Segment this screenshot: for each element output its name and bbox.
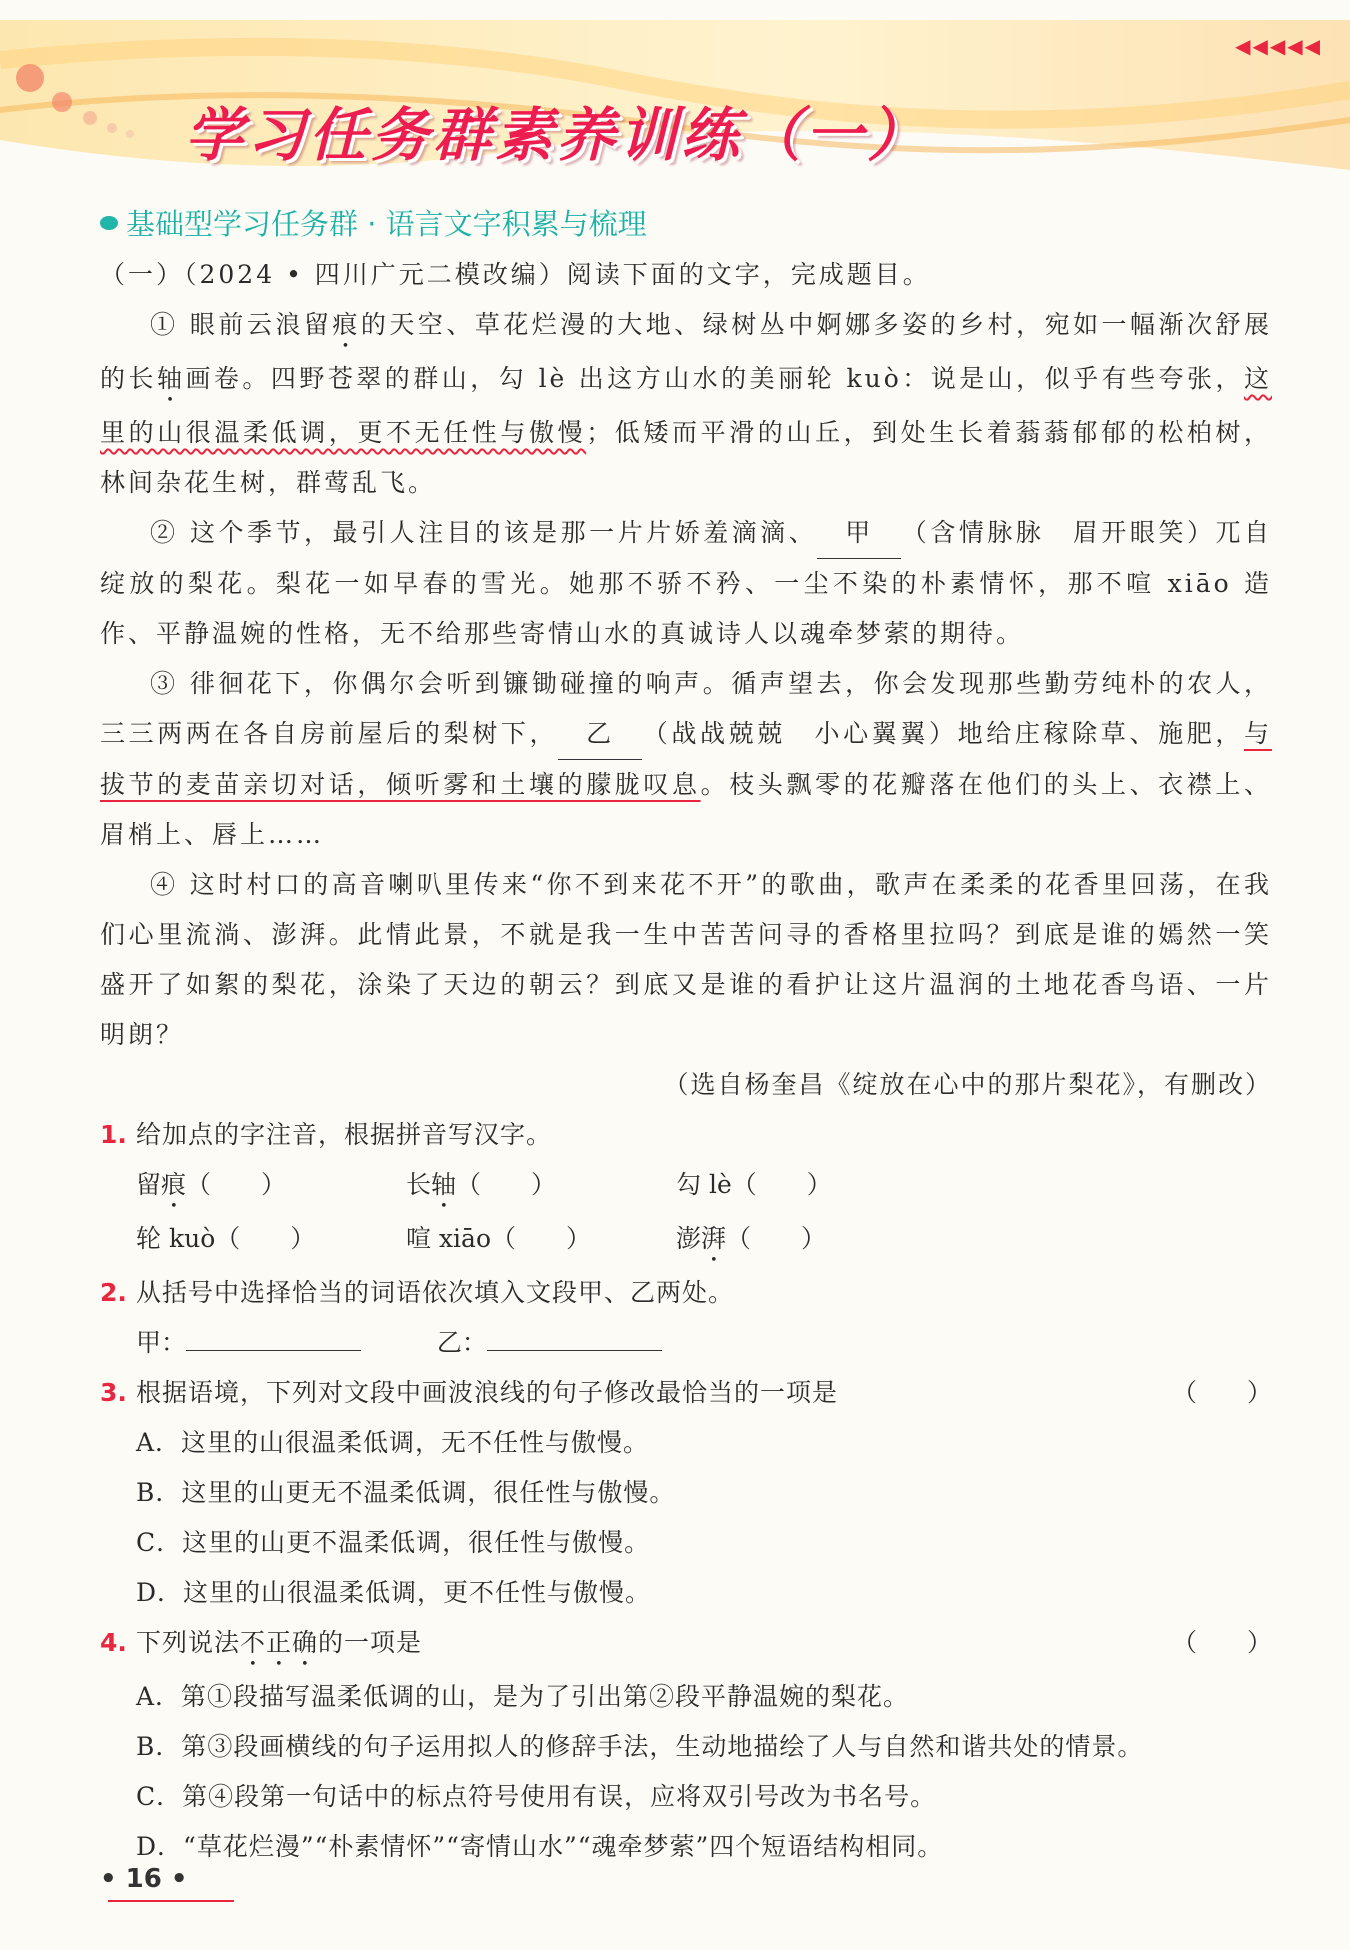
answer-paren: （ ）: [186, 1170, 287, 1199]
answer-paren[interactable]: （ ）: [1171, 1628, 1272, 1657]
p1-text-d: ；低矮而平滑的山丘，到处生长着蓊蓊郁郁的松柏树，林间杂花生树，群莺乱飞。: [100, 418, 1272, 497]
q1-row-2: [100, 1214, 1272, 1268]
q1-item-1[interactable]: [136, 1160, 406, 1214]
q4-option-b[interactable]: B．第③段画横线的句子运用拟人的修辞手法，生动地描绘了人与自然和谐共处的情景。: [136, 1732, 1144, 1761]
q1-item-5[interactable]: 喧 xiāo（ ）: [406, 1224, 591, 1253]
page-title: 学习任务群素养训练（一）: [185, 101, 930, 169]
header-banner: [0, 0, 1350, 200]
answer-field-yi[interactable]: [487, 1350, 662, 1351]
q3-option-a[interactable]: A．这里的山很温柔低调，无不任性与傲慢。: [136, 1428, 650, 1457]
question-3: [100, 1368, 1272, 1418]
char: 澎: [676, 1224, 702, 1253]
q4-option-c[interactable]: C．第④段第一句话中的标点符号使用有误，应将双引号改为书名号。: [136, 1782, 937, 1811]
q1-row-1: [100, 1160, 1272, 1214]
passage-intro: （一）（2024 • 四川广元二模改编）阅读下面的文字，完成题目。: [100, 260, 931, 289]
q1-item-3[interactable]: 勾 lè（ ）: [676, 1170, 832, 1199]
q4-option-a[interactable]: A．第①段描写温柔低调的山，是为了引出第②段平静温婉的梨花。: [136, 1682, 910, 1711]
q4-emphasis: 不正确: [240, 1628, 319, 1657]
question-1: [100, 1110, 1272, 1160]
question-text: 从括号中选择恰当的词语依次填入文段甲、乙两处。: [136, 1278, 735, 1307]
question-4: [100, 1618, 1272, 1672]
question-text: [136, 1618, 1272, 1672]
p3-text-a: ③ 徘徊花下，你偶尔会听到镰锄碰撞的响声。循声望去，你会发现那些勤劳纯朴的农人，三三两两在各自房前屋后的梨树下，: [100, 669, 1272, 748]
blank-jia: 甲: [817, 508, 901, 559]
p2-text-a: ② 这个季节，最引人注目的该是那一片片娇羞滴滴、: [150, 518, 818, 547]
footer-divider: [108, 1900, 234, 1902]
char: 长: [406, 1170, 432, 1199]
answer-paren: （ ）: [456, 1170, 557, 1199]
p3-text-c: 。枝头飘零的花瓣落在他们的头上、衣襟上、眉梢上、唇上……: [100, 770, 1272, 849]
q1-item-4[interactable]: 轮 kuò（ ）: [136, 1224, 316, 1253]
q3-option-d[interactable]: D．这里的山很温柔低调，更不任性与傲慢。: [136, 1578, 652, 1607]
p1-text-a: ① 眼前云浪留: [150, 310, 333, 339]
paragraph-3: [100, 659, 1272, 860]
question-number: 1.: [100, 1120, 127, 1149]
q1-item-2[interactable]: [406, 1160, 676, 1214]
content: [100, 250, 1272, 1872]
paragraph-1: [100, 300, 1272, 508]
q3-option-c[interactable]: C．这里的山更不温柔低调，很任性与傲慢。: [136, 1528, 651, 1557]
dotted-char-zhou: 轴: [156, 364, 186, 393]
dotted-char: 湃: [701, 1224, 727, 1253]
answer-paren[interactable]: （ ）: [1171, 1378, 1272, 1407]
q1-item-6[interactable]: [676, 1214, 946, 1268]
p1-text-c: 画卷。四野苍翠的群山，勾 lè 出这方山水的美丽轮 kuò：说是山，似乎有些夸张，: [185, 364, 1244, 393]
paragraph-4: ④ 这时村口的高音喇叭里传来“你不到来花不开”的歌曲，歌声在柔柔的花香里回荡，在我们心里流淌、澎湃。此情此景，不就是我一生中苦苦问寻的香格里拉吗？到底是谁的嫣然一笑盛开了如絮的梨花，涂染了天边的朝云？到底又是谁的看护让这片温润的土地花香鸟语、一片明朗？: [100, 870, 1272, 1049]
passage-source: （选自杨奎昌《绽放在心中的那片梨花》，有删改）: [663, 1070, 1272, 1099]
label-jia: 甲：: [136, 1328, 187, 1357]
q4-text-a: 下列说法: [136, 1628, 241, 1657]
section-heading: [100, 202, 647, 243]
dotted-char: 轴: [431, 1170, 457, 1199]
dotted-char: 痕: [161, 1170, 187, 1199]
label-yi: 乙：: [436, 1328, 487, 1357]
p3-text-b: （战战兢兢 小心翼翼）地给庄稼除草、施肥，: [642, 719, 1244, 748]
wavy-sentence: 这里的山很温柔低调，更不无任性与傲慢: [100, 364, 1272, 447]
p1-text-b: 的天空、草花烂漫的大地、绿树丛中婀娜多姿的乡村，宛如一幅渐次舒展的长: [100, 310, 1272, 393]
answer-field-jia[interactable]: [186, 1350, 361, 1351]
page-number: • 16 •: [100, 1864, 188, 1894]
question-number: 3.: [100, 1378, 127, 1407]
q3-option-b[interactable]: B．这里的山更无不温柔低调，很任性与傲慢。: [136, 1478, 676, 1507]
question-number: 4.: [100, 1628, 127, 1657]
section-title: 基础型学习任务群 · 语言文字积累与梳理: [126, 207, 647, 241]
question-text: 给加点的字注音，根据拼音写汉字。: [136, 1120, 553, 1149]
p2-text-b: （含情脉脉 眉开眼笑）兀自绽放的梨花。梨花一如早春的雪光。她那不骄不矜、一尘不染的朴素情怀，那不喧 xiāo 造作、平静温婉的性格，无不给那些寄情山水的真诚诗人以魂牵梦萦的期待。: [100, 518, 1272, 648]
blank-yi: 乙: [558, 709, 642, 760]
question-2: [100, 1268, 1272, 1318]
answer-paren: （ ）: [726, 1224, 827, 1253]
question-text: 根据语境，下列对文段中画波浪线的句子修改最恰当的一项是: [136, 1378, 839, 1407]
underlined-sentence: 与拔节的麦苗亲切对话，倾听雾和土壤的朦胧叹息: [100, 719, 1272, 799]
q4-option-d[interactable]: D．“草花烂漫”“朴素情怀”“寄情山水”“魂牵梦萦”四个短语结构相同。: [136, 1832, 944, 1861]
q4-text-b: 的一项是: [318, 1628, 423, 1657]
char: 留: [136, 1170, 162, 1199]
dotted-char-hen: 痕: [332, 310, 361, 339]
q2-answers: [100, 1318, 1272, 1368]
leaf-bullet-icon: [100, 216, 118, 230]
arrow-decoration-icon: ◀◀◀◀◀: [1235, 34, 1322, 58]
paragraph-2: [100, 508, 1272, 659]
question-number: 2.: [100, 1278, 127, 1307]
